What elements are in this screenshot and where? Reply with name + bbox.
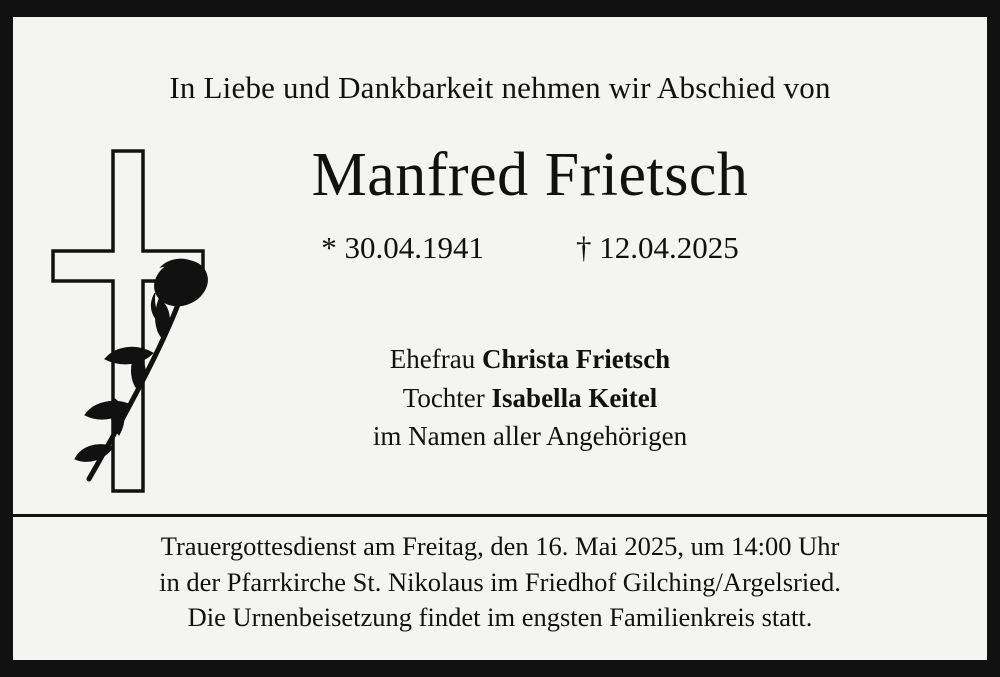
family-line-3: im Namen aller Angehörigen — [372, 420, 688, 451]
service-line-2: in der Pfarrkirche St. Nikolaus im Friedhof Gilching/Argelsried. — [159, 566, 841, 597]
family-relation-daughter: Tochter — [402, 382, 492, 413]
family-name-daughter: Isabella Keitel — [491, 382, 658, 413]
service-line-1: Trauergottesdienst am Freitag, den 16. Mai 2025, um 14:00 Uhr — [160, 531, 840, 561]
family-name-wife: Christa Frietsch — [481, 344, 671, 375]
service-details — [13, 529, 987, 636]
service-line-3: Die Urnenbeisetzung findet im engsten Familienkreis statt. — [187, 602, 813, 632]
horizontal-divider — [13, 514, 987, 517]
family-relation-wife: Ehefrau — [389, 344, 482, 375]
cross-with-rose-icon — [35, 147, 235, 507]
deceased-name: Manfred Frietsch — [311, 141, 749, 210]
death-date: † 12.04.2025 — [576, 230, 739, 266]
notice-inner — [13, 17, 987, 660]
lead-text: In Liebe und Dankbarkeit nehmen wir Abschied von — [169, 70, 831, 105]
birth-date: * 30.04.1941 — [321, 230, 484, 266]
